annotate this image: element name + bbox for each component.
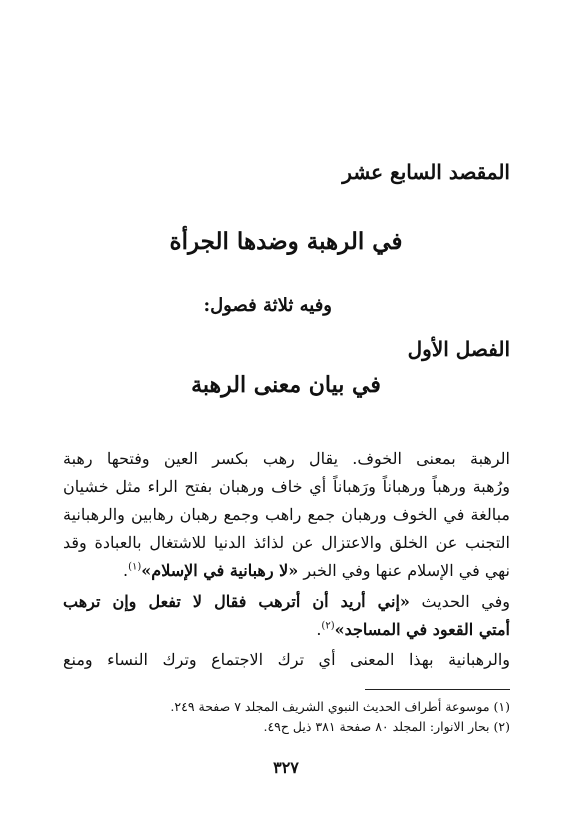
page-number: ٣٢٧ <box>273 758 299 777</box>
footnote-1 <box>170 698 510 716</box>
section-subtitle: وفيه ثلاثة فصول: <box>203 295 332 316</box>
footnote-marker: (١) <box>493 699 510 714</box>
footnote-text: موسوعة أطراف الحديث النبوي الشريف المجلد ٧ صفحة ٢٤٩. <box>170 699 490 714</box>
chapter-heading: الفصل الأول <box>407 337 510 361</box>
body-line: مبالغة في الخوف ورهبان جمع راهب وجمع رهبان رهابين والرهبانية <box>63 505 510 524</box>
hadith-quote: «إني أريد أن أترهب فقال لا تفعل وإن ترهب <box>63 592 410 611</box>
body-text: . <box>123 561 129 580</box>
footnote-ref: (٢) <box>321 620 335 632</box>
body-line <box>63 590 510 614</box>
footnote-2 <box>263 718 510 736</box>
hadith-quote: أمتي القعود في المساجد» <box>334 620 510 639</box>
body-text: . <box>316 620 322 639</box>
body-text: نهي في الإسلام عنها وفي الخبر <box>298 561 510 580</box>
footnote-marker: (٢) <box>493 719 510 734</box>
body-text: وفي الحديث <box>409 592 510 611</box>
section-heading: المقصد السابع عشر <box>342 160 510 184</box>
hadith-quote: «لا رهبانية في الإسلام» <box>141 561 299 580</box>
body-line: الرهبة بمعنى الخوف. يقال رهب بكسر العين وفتحها رهبة <box>63 449 510 468</box>
section-title: في الرهبة وضدها الجرأة <box>169 228 403 255</box>
body-line <box>63 618 510 642</box>
chapter-title: في بيان معنى الرهبة <box>191 372 381 398</box>
footnote-text: بحار الانوار: المجلد ٨٠ صفحة ٣٨١ ذيل ح٤٩. <box>263 719 490 734</box>
body-line: ورُهبة ورهباً ورهباناً ورَهباناً أي خاف ورهبان بفتح الراء مثل خشيان <box>63 477 510 496</box>
body-line: والرهبانية بهذا المعنى أي ترك الاجتماع وترك النساء ومنع <box>63 650 510 669</box>
footnote-divider <box>365 689 510 690</box>
footnote-ref: (١) <box>128 561 142 573</box>
body-line: التجنب عن الخلق والاعتزال عن لذائذ الدنيا للاشتغال بالعبادة وقد <box>63 533 510 552</box>
body-line <box>63 559 510 583</box>
